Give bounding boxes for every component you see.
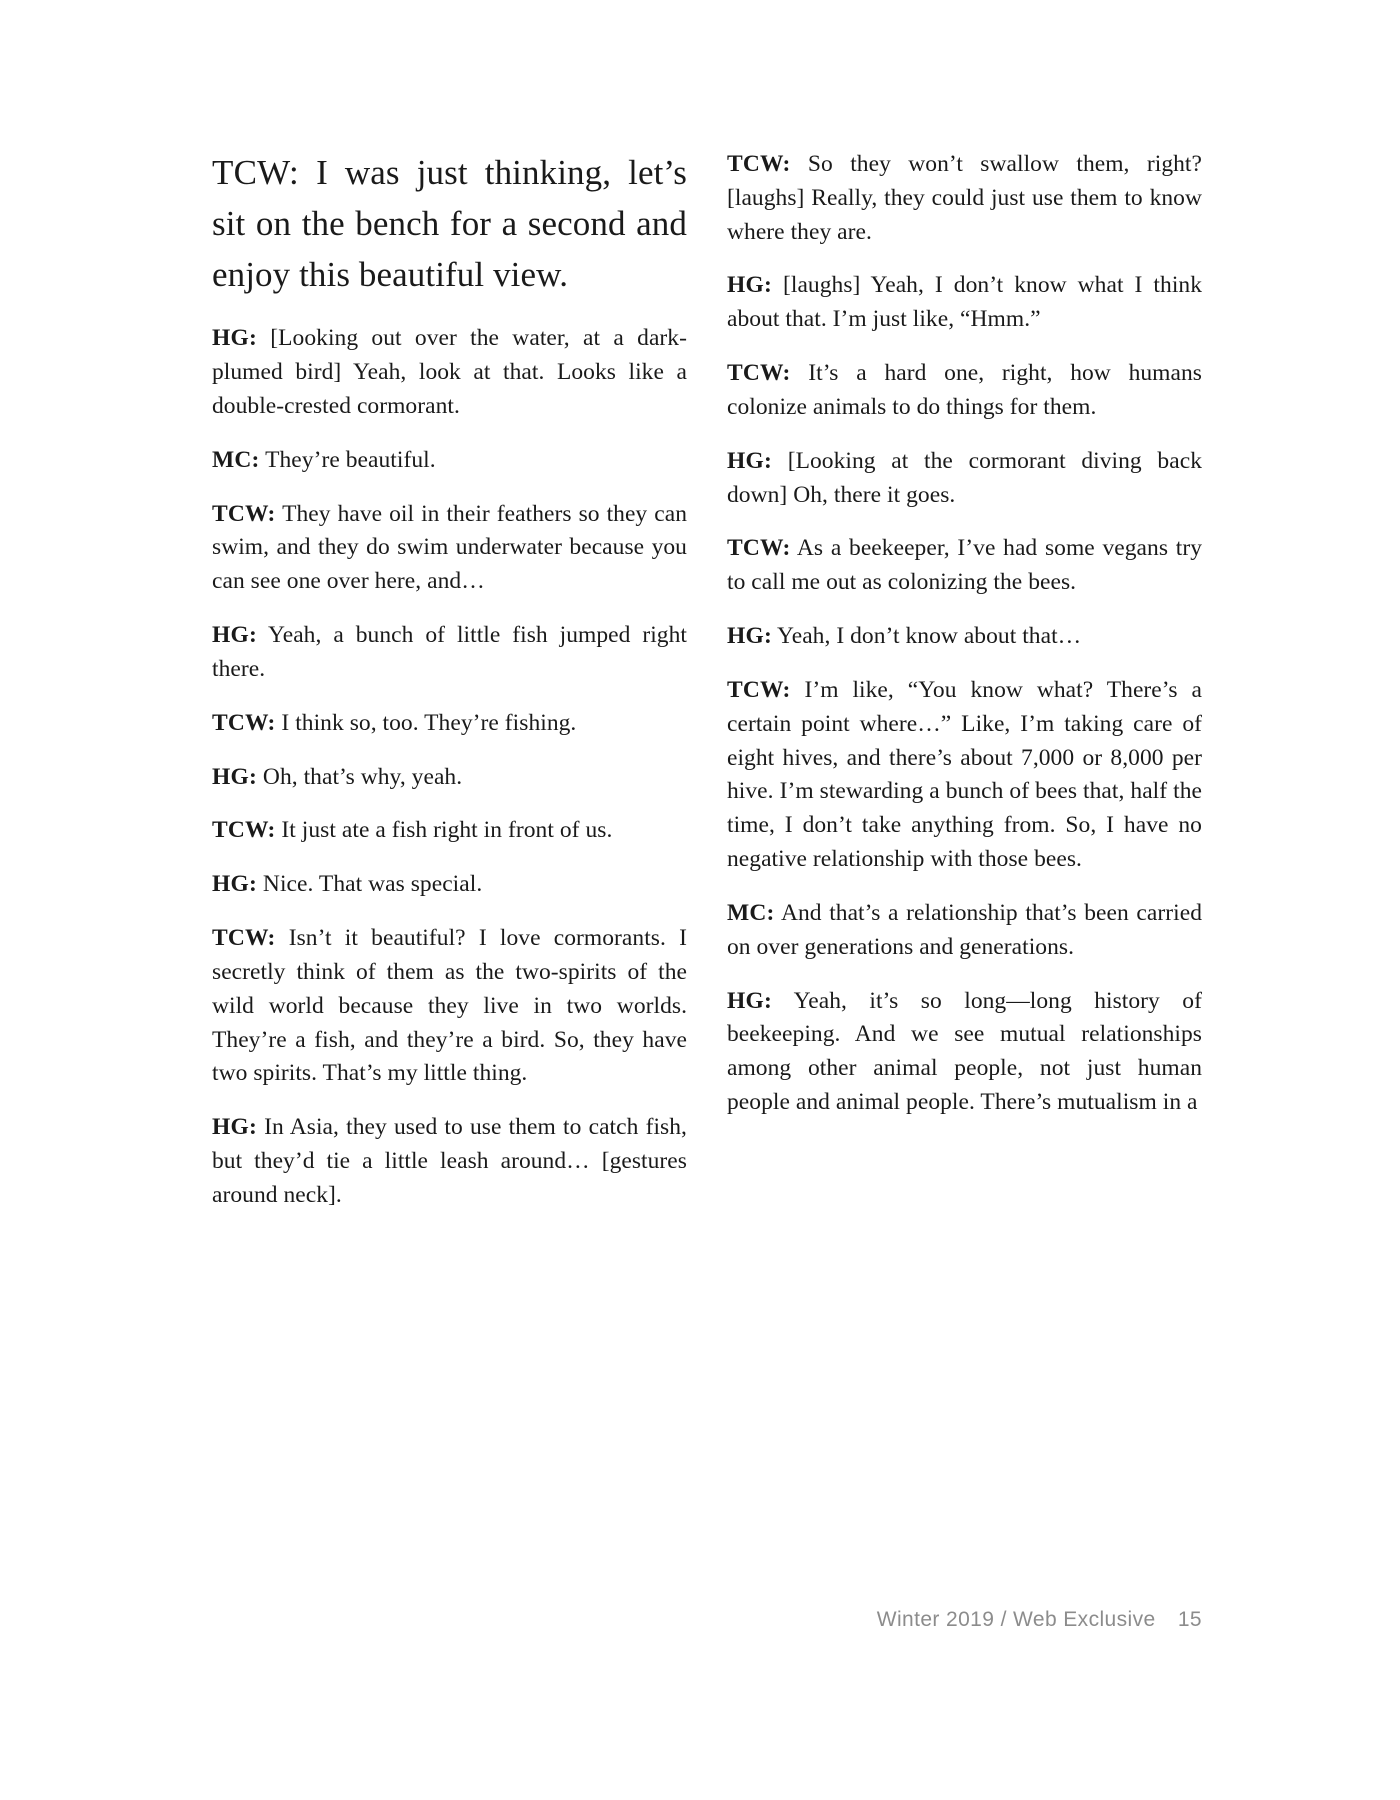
transcript-line [212,498,687,599]
transcript-text: As a beekeeper, I’ve had some vegans try to call me out as colonizing the bees. [727,535,1202,596]
speaker-label: TCW: [727,360,791,387]
transcript-line [727,532,1202,600]
transcript-text: [laughs] Yeah, I don’t know what I think about that. I’m just like, “Hmm.” [727,272,1202,333]
speaker-label: HG: [212,325,257,352]
transcript-line [727,674,1202,877]
right-column [727,148,1202,1120]
transcript-text: Oh, that’s why, yeah. [262,763,463,790]
transcript-line [727,620,1202,654]
transcript-text: So they won’t swallow them, right? [laughs] Really, they could just use them to know where they are. [727,151,1202,245]
speaker-label: MC: [727,899,775,926]
speaker-label: HG: [212,1114,257,1141]
transcript-line [727,148,1202,249]
transcript-line [727,985,1202,1120]
speaker-label: TCW: [727,676,791,703]
transcript-text: They’re beautiful. [265,446,436,473]
speaker-label: TCW: [212,500,276,527]
transcript-line [212,868,687,902]
transcript-text: [Looking out over the water, at a dark-plumed bird] Yeah, look at that. Looks like a double-crested cormorant. [212,325,687,419]
page-footer [212,1608,1202,1632]
speaker-label: TCW: [727,151,791,177]
two-column-body [212,148,1202,1213]
page-number: 15 [1177,1608,1202,1631]
speaker-label: HG: [727,987,772,1014]
transcript-line [212,761,687,795]
transcript-text: It just ate a fish right in front of us. [281,817,613,844]
transcript-line [727,269,1202,337]
transcript-text: [Looking at the cormorant diving back down] Oh, there it goes. [727,447,1202,508]
issue-label: Winter 2019 / Web Exclusive [876,1608,1156,1631]
transcript-text: Nice. That was special. [262,871,483,898]
transcript-text: Isn’t it beautiful? I love cormorants. I secretly think of them as the two-spirits of the wild world because they live in two worlds. They’re a fish, and they’re a bird. So, they have two spirits. That’s my little thing. [212,925,687,1087]
transcript-text: I think so, too. They’re fishing. [281,709,577,736]
speaker-label: HG: [212,622,257,649]
speaker-label: HG: [212,871,257,898]
transcript-text: In Asia, they used to use them to catch fish, but they’d tie a little leash around… [gestures around neck]. [212,1114,687,1208]
speaker-label: HG: [212,763,257,790]
transcript-text: I’m like, “You know what? There’s a certain point where…” Like, I’m taking care of eight hives, and there’s about 7,000 or 8,000 per hive. I’m stewarding a bunch of bees that, half the time, I don’t take anything from. So, I have no negative relationship with those bees. [727,676,1202,873]
speaker-label: TCW: [212,925,276,952]
speaker-label: TCW: [212,709,276,736]
transcript-line [212,619,687,687]
transcript-line [212,1111,687,1212]
transcript-line [212,922,687,1091]
transcript-text: It’s a hard one, right, how humans colonize animals to do things for them. [727,360,1202,420]
speaker-label: TCW: [727,535,791,562]
transcript-line [212,707,687,741]
transcript-line [212,444,687,478]
lead-text: I was just thinking, let’s sit on the bench for a second and enjoy this beautiful view. [212,153,687,294]
transcript-line [727,445,1202,513]
speaker-label: HG: [727,272,772,299]
speaker-label: HG: [727,623,772,650]
transcript-text: Yeah, it’s so long—long history of beekeeping. And we see mutual relationships among other animal people, not just human people and animal people. There’s mutualism in a [727,987,1202,1116]
lead-paragraph [212,148,687,300]
transcript-text: They have oil in their feathers so they can swim, and they do swim underwater because you can see one over here, and… [212,500,687,595]
transcript-text: Yeah, I don’t know about that… [777,623,1082,650]
transcript-line [727,357,1202,425]
speaker-label: TCW: [212,153,299,192]
left-column [212,148,687,1213]
speaker-label: MC: [212,446,260,473]
transcript-line [727,897,1202,965]
transcript-text: And that’s a relationship that’s been carried on over generations and generations. [727,899,1202,960]
transcript-line [212,322,687,423]
speaker-label: TCW: [212,817,276,844]
speaker-label: HG: [727,447,772,474]
transcript-text: Yeah, a bunch of little fish jumped right there. [212,622,687,682]
transcript-line [212,814,687,848]
